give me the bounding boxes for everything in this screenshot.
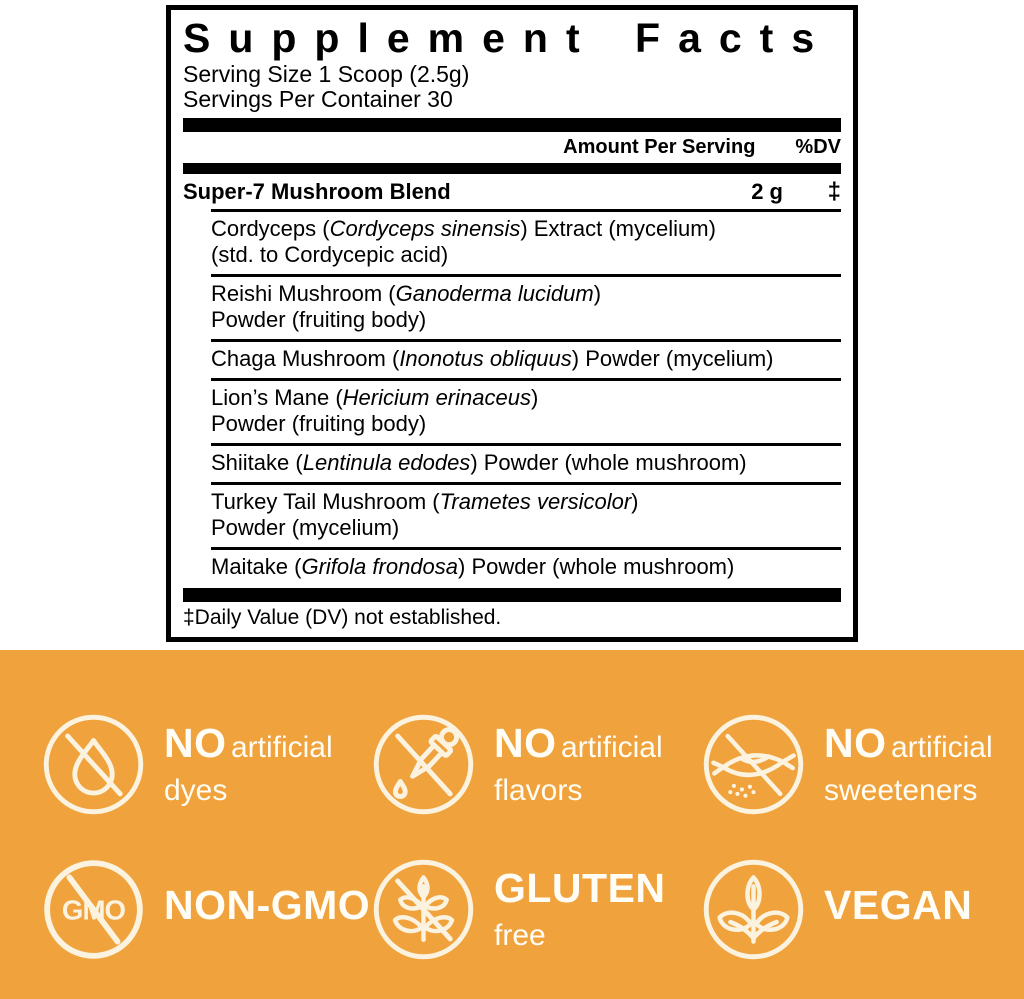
latin-name: Hericium erinaceus: [342, 385, 531, 410]
ingredient-row-lions-mane: [183, 381, 841, 443]
dv-footnote: ‡Daily Value (DV) not established.: [183, 606, 502, 629]
ingredient-line: Shiitake (Lentinula edodes) Powder (whole mushroom): [211, 450, 747, 475]
svg-text:GMO: GMO: [61, 894, 126, 926]
no-flavors-icon: [370, 711, 477, 818]
no-sweeteners-icon: [700, 711, 807, 818]
non-gmo-icon: [40, 856, 147, 963]
ingredient-row-maitake: [183, 550, 841, 586]
thick-divider: [183, 163, 841, 174]
gluten-free-icon: [370, 856, 477, 963]
badge-vegan: [700, 856, 1024, 963]
badge-gluten-free: [370, 856, 700, 963]
badge-no-artificial-dyes: [40, 711, 370, 818]
ingredient-detail: Powder (mycelium): [211, 515, 400, 540]
amount-per-serving-header: Amount Per Serving: [563, 136, 756, 158]
thick-divider: [183, 588, 841, 602]
blend-dv-dagger: ‡: [827, 178, 841, 205]
ingredient-line: Turkey Tail Mushroom (Trametes versicolor): [211, 489, 639, 514]
panel-title: Supplement Facts: [183, 15, 833, 61]
ingredient-line: Lion’s Mane (Hericium erinaceus): [211, 385, 539, 410]
ingredient-detail: Powder (fruiting body): [211, 411, 427, 436]
latin-name: Grifola frondosa: [301, 554, 459, 579]
latin-name: Trametes versicolor: [439, 489, 632, 514]
ingredient-line: Reishi Mushroom (Ganoderma lucidum): [211, 281, 602, 306]
badge-text: NO artificial sweeteners: [824, 719, 993, 807]
ingredient-line: Maitake (Grifola frondosa) Powder (whole mushroom): [211, 554, 735, 579]
serving-size: Serving Size 1 Scoop (2.5g): [183, 61, 470, 87]
ingredient-line: Cordyceps (Cordyceps sinensis) Extract (mycelium): [211, 216, 716, 241]
latin-name: Cordyceps sinensis: [329, 216, 521, 241]
latin-name: Lentinula edodes: [302, 450, 471, 475]
badge-non-gmo: [40, 856, 370, 963]
badge-no-artificial-flavors: [370, 711, 700, 818]
feature-badges-section: [0, 650, 1024, 999]
badge-text: NO artificial flavors: [494, 719, 663, 807]
badge-text: VEGAN: [824, 881, 973, 928]
ingredient-row-turkey-tail: [183, 485, 841, 547]
thick-divider: [183, 118, 841, 132]
blend-name: Super-7 Mushroom Blend: [183, 179, 451, 204]
servings-per-container: Servings Per Container 30: [183, 86, 453, 112]
latin-name: Inonotus obliquus: [399, 346, 572, 371]
latin-name: Ganoderma lucidum: [395, 281, 594, 306]
badge-text: NO artificial dyes: [164, 719, 333, 807]
blend-row: [183, 174, 841, 209]
ingredient-row-cordyceps: [183, 212, 841, 274]
vegan-icon: [700, 856, 807, 963]
ingredient-line: Chaga Mushroom (Inonotus obliquus) Powder (mycelium): [211, 346, 774, 371]
ingredient-detail: Powder (fruiting body): [211, 307, 427, 332]
ingredient-row-shiitake: [183, 446, 841, 482]
column-header-row: [183, 132, 841, 160]
badge-no-artificial-sweeteners: [700, 711, 1024, 818]
ingredient-detail: (std. to Cordycepic acid): [211, 242, 449, 267]
supplement-facts-section: [166, 5, 858, 676]
percent-dv-header: %DV: [795, 136, 841, 158]
no-dyes-icon: [40, 711, 147, 818]
supplement-facts-panel: [166, 5, 858, 642]
ingredient-row-reishi: [183, 277, 841, 339]
blend-amount: 2 g: [751, 179, 783, 204]
ingredient-row-chaga: [183, 342, 841, 378]
badge-text: NON-GMO: [164, 881, 371, 928]
badge-text: GLUTEN free: [494, 864, 666, 952]
